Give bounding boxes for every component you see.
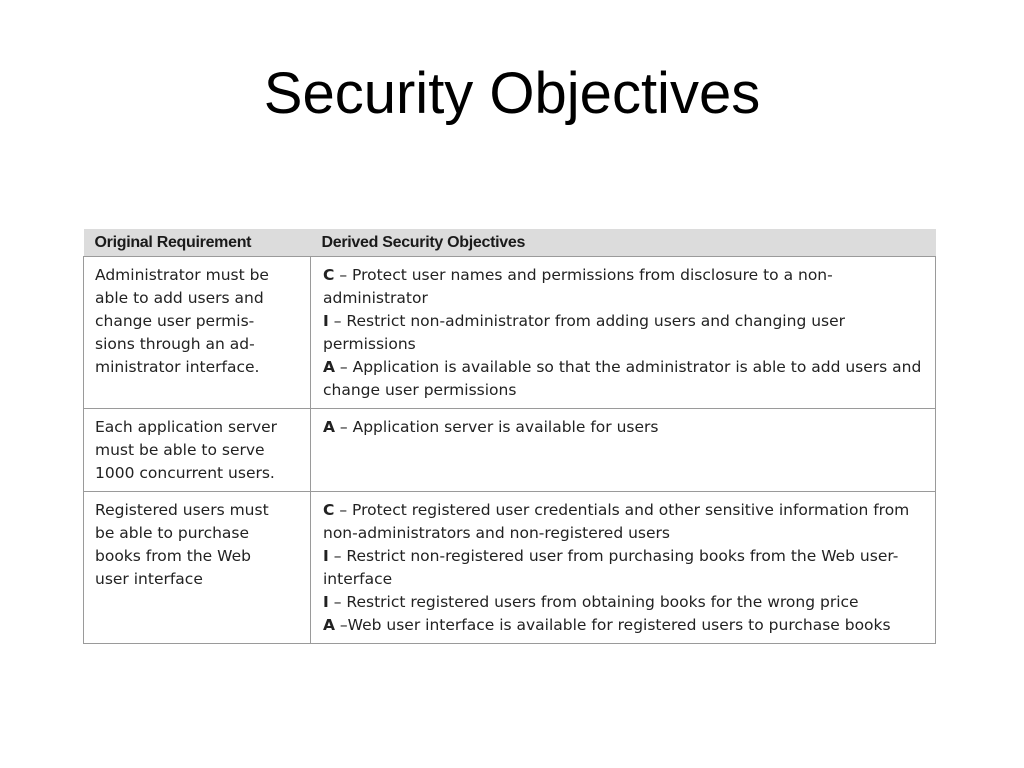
objective-code: A: [323, 358, 335, 376]
table-header: [84, 229, 936, 257]
objective-code: C: [323, 266, 335, 284]
objective-item: [323, 591, 927, 614]
objective-code: C: [323, 501, 335, 519]
requirement-cell: [84, 492, 311, 644]
requirement-line: Each application server: [95, 418, 278, 436]
requirement-line: user interface: [95, 570, 203, 588]
table-row: [84, 492, 936, 644]
table-row: [84, 409, 936, 492]
objectives-table-container: [83, 229, 935, 644]
objective-code: I: [323, 593, 329, 611]
requirement-line: 1000 concurrent users.: [95, 464, 275, 482]
objective-item: [323, 545, 927, 591]
objective-item: [323, 416, 927, 439]
objective-item: [323, 264, 927, 310]
slide-title: Security Objectives: [263, 61, 761, 126]
objective-text: – Protect user names and permissions from disclosure to a non-administrator: [323, 266, 833, 307]
objective-text: –Web user interface is available for registered users to purchase books: [335, 616, 891, 634]
header-row: [84, 229, 936, 257]
header-original-requirement: Original Requirement: [84, 229, 311, 257]
objective-text: – Restrict non-administrator from adding users and changing user permissions: [323, 312, 846, 353]
objective-item: [323, 310, 927, 356]
objective-text: – Restrict non-registered user from purchasing books from the Web user-interface: [323, 547, 899, 588]
objective-item: [323, 614, 927, 637]
security-objectives-table: [83, 229, 936, 644]
header-derived-objectives: Derived Security Objectives: [311, 229, 936, 257]
objectives-cell: [311, 257, 936, 409]
objective-text: – Restrict registered users from obtaining books for the wrong price: [328, 593, 859, 611]
requirement-cell: [84, 257, 311, 409]
objective-code: I: [323, 312, 329, 330]
objective-code: A: [323, 616, 335, 634]
objective-item: [323, 499, 927, 545]
objectives-cell: [311, 492, 936, 644]
requirement-line: able to add users and: [95, 289, 264, 307]
table-body: [84, 257, 936, 644]
requirement-line: be able to purchase: [95, 524, 250, 542]
requirement-line: must be able to serve: [95, 441, 265, 459]
objective-text: – Application is available so that the administrator is able to add users and change user permissions: [323, 358, 922, 399]
objective-item: [323, 356, 927, 402]
requirement-line: books from the Web: [95, 547, 251, 565]
requirement-line: ministrator interface.: [95, 358, 260, 376]
requirement-cell: [84, 409, 311, 492]
requirement-line: Registered users must: [95, 501, 269, 519]
requirement-line: Administrator must be: [95, 266, 269, 284]
requirement-line: sions through an ad-: [95, 335, 255, 353]
requirement-line: change user permis-: [95, 312, 255, 330]
objectives-cell: [311, 409, 936, 492]
objective-code: I: [323, 547, 329, 565]
objective-text: – Protect registered user credentials and other sensitive information from non-administrators and non-registered users: [323, 501, 910, 542]
objective-code: A: [323, 418, 335, 436]
objective-text: – Application server is available for users: [335, 418, 659, 436]
table-row: [84, 257, 936, 409]
